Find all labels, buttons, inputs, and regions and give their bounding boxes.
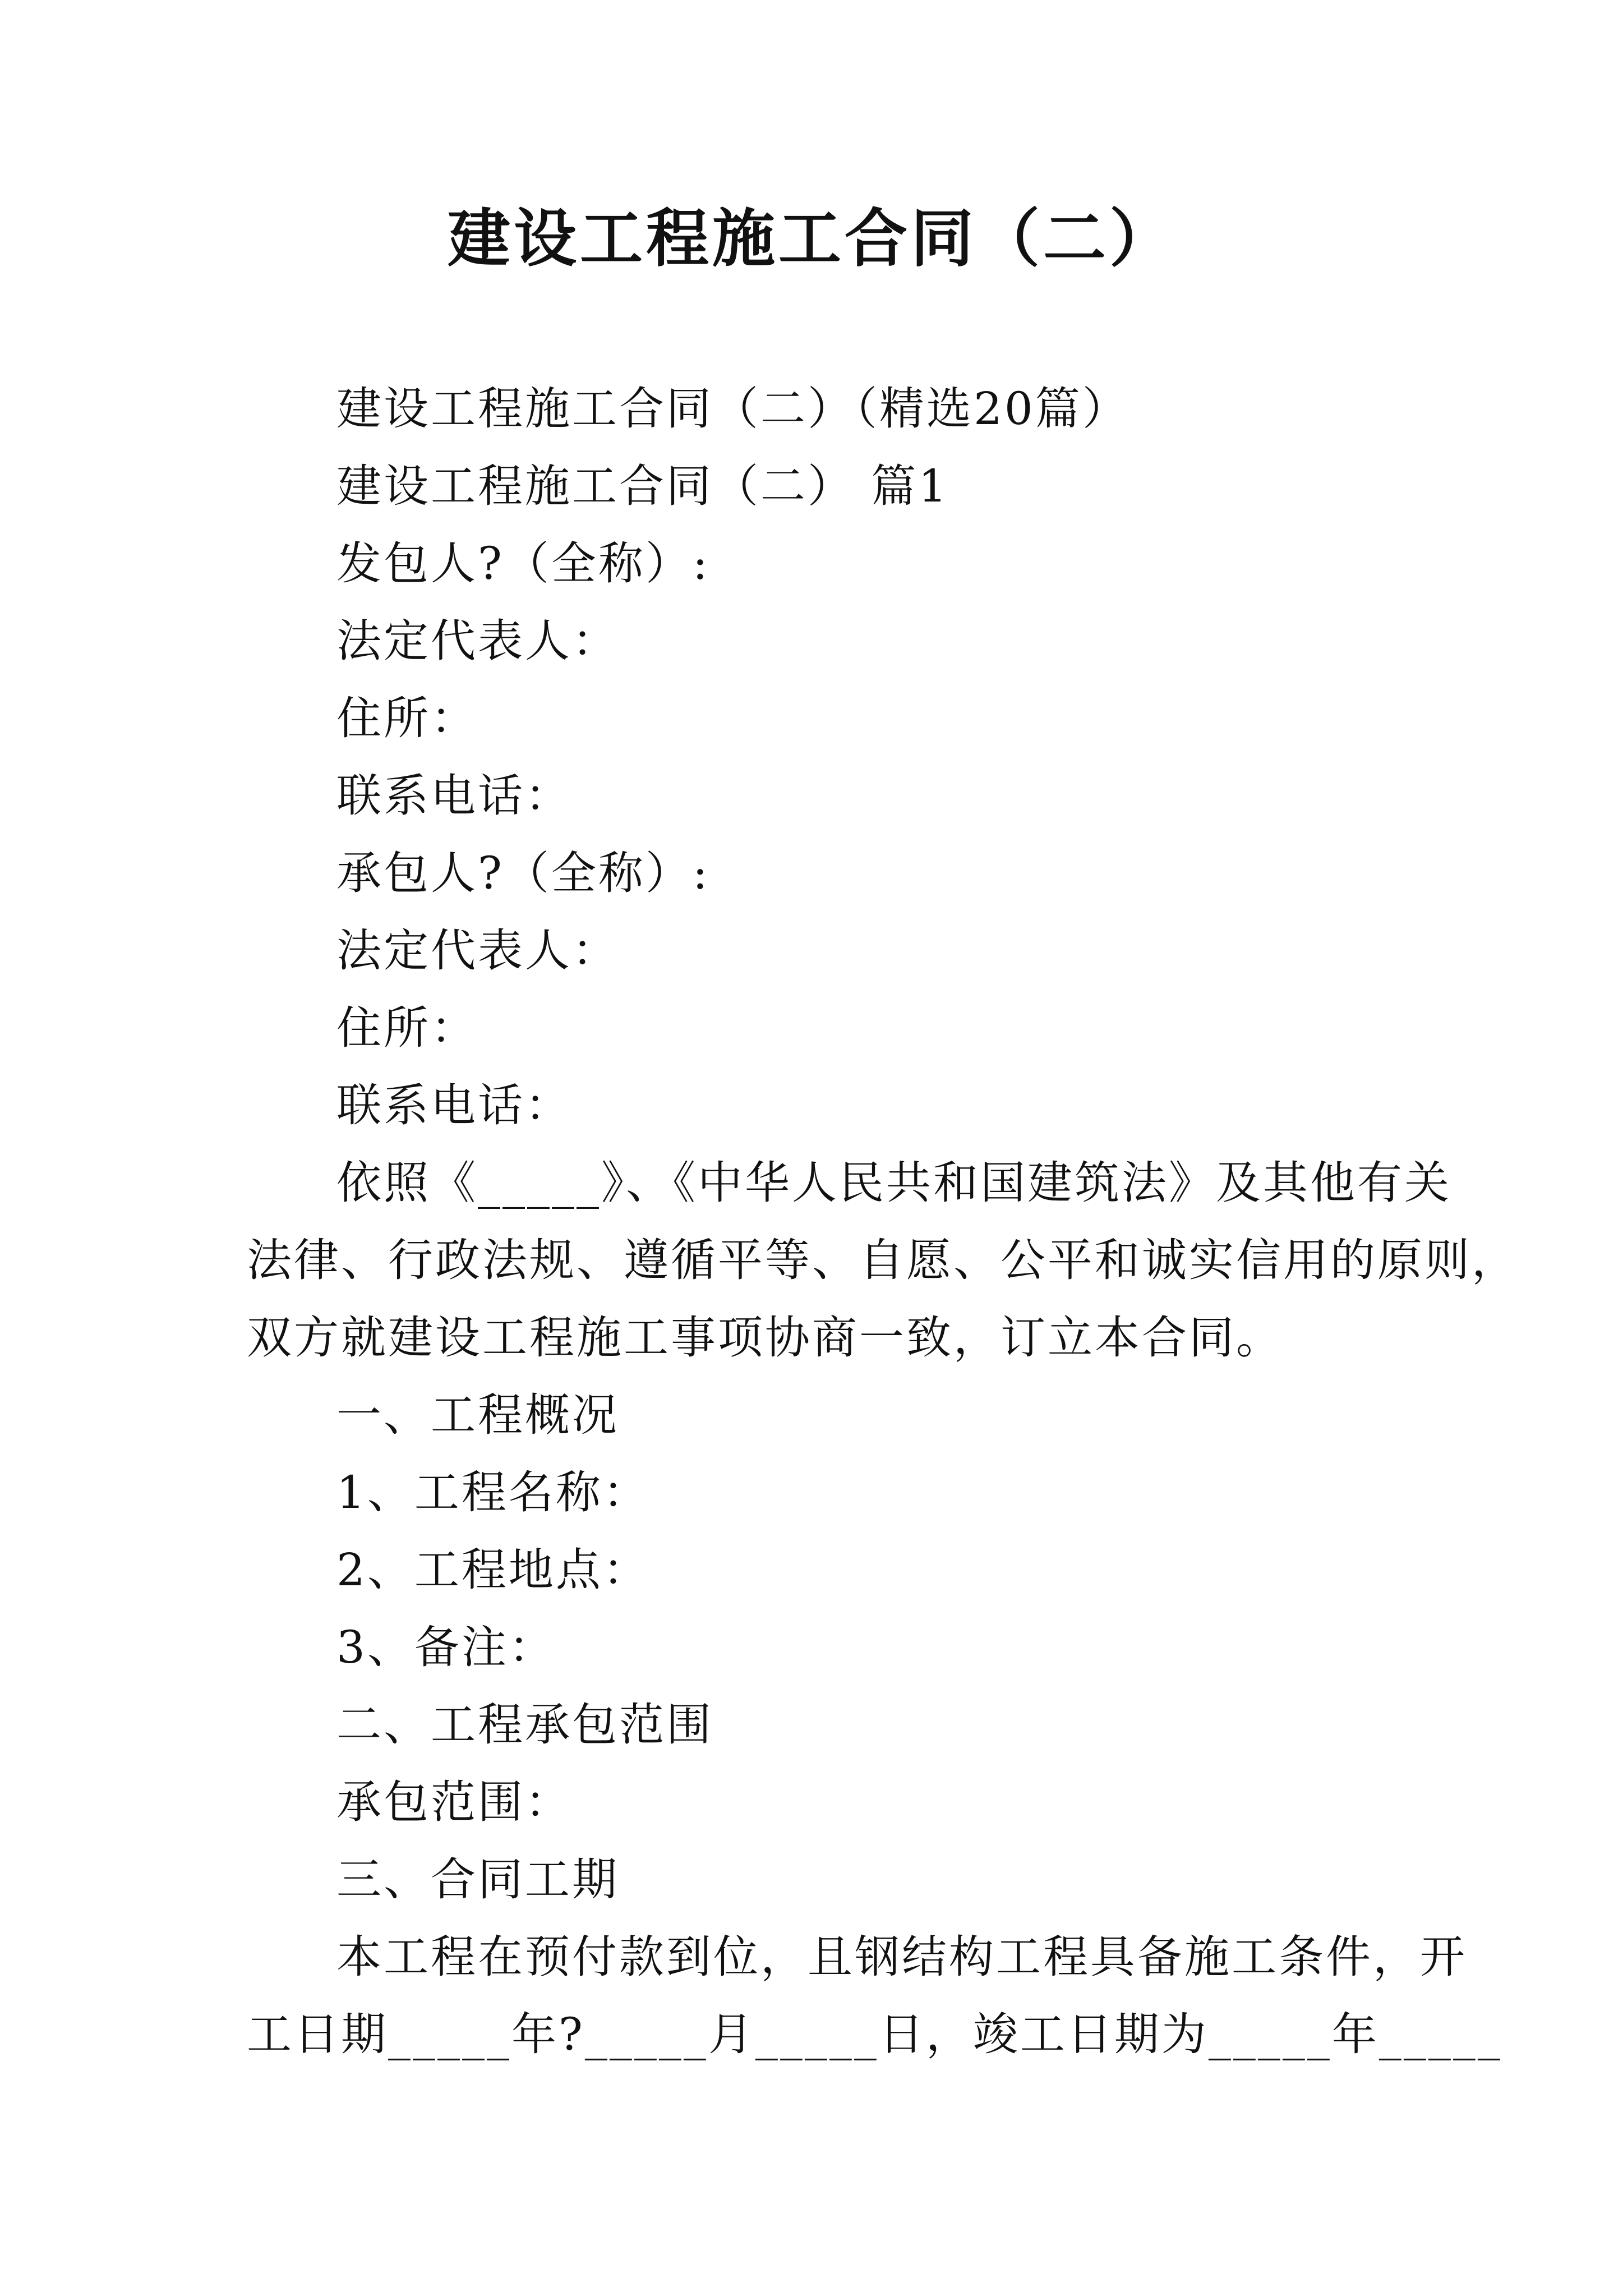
text-line: 双方就建设工程施工事项协商一致，订立本合同。 [247,1312,1283,1364]
text-line: 住所： [336,692,478,744]
text-line: 建设工程施工合同（二）（精选20篇） [336,383,1129,435]
text-line: 住所： [336,1002,478,1054]
text-line: 发包人?（全称）: [336,537,710,590]
text-line: 联系电话： [336,770,572,822]
text-line: 法定代表人： [336,615,619,667]
text-line: 联系电话： [336,1079,572,1131]
section-heading: 三、合同工期 [336,1853,619,1906]
text-line: 1、工程名称： [336,1466,650,1519]
text-line: 承包人?（全称）: [336,847,710,899]
document-body [247,370,1519,2073]
text-line: 3、备注： [336,1621,556,1673]
text-line: 2、工程地点： [336,1544,650,1596]
section-heading: 二、工程承包范围 [336,1699,713,1751]
text-line: 法定代表人： [336,924,619,977]
text-line: 法律、行政法规、遵循平等、自愿、公平和诚实信用的原则， [247,1234,1519,1286]
text-line: 依照《_____》、《中华人民共和国建筑法》及其他有关 [336,1157,1451,1209]
text-line: 承包范围： [336,1776,572,1828]
document-title: 建设工程施工合同（二） [448,202,1175,275]
text-line: 本工程在预付款到位，且钢结构工程具备施工条件，开 [336,1931,1467,1983]
text-line: 工日期_____年?_____月_____日，竣工日期为_____年_____ [247,2008,1502,2060]
section-heading: 一、工程概况 [336,1389,619,1441]
text-line: 建设工程施工合同（二） 篇1 [336,460,949,512]
